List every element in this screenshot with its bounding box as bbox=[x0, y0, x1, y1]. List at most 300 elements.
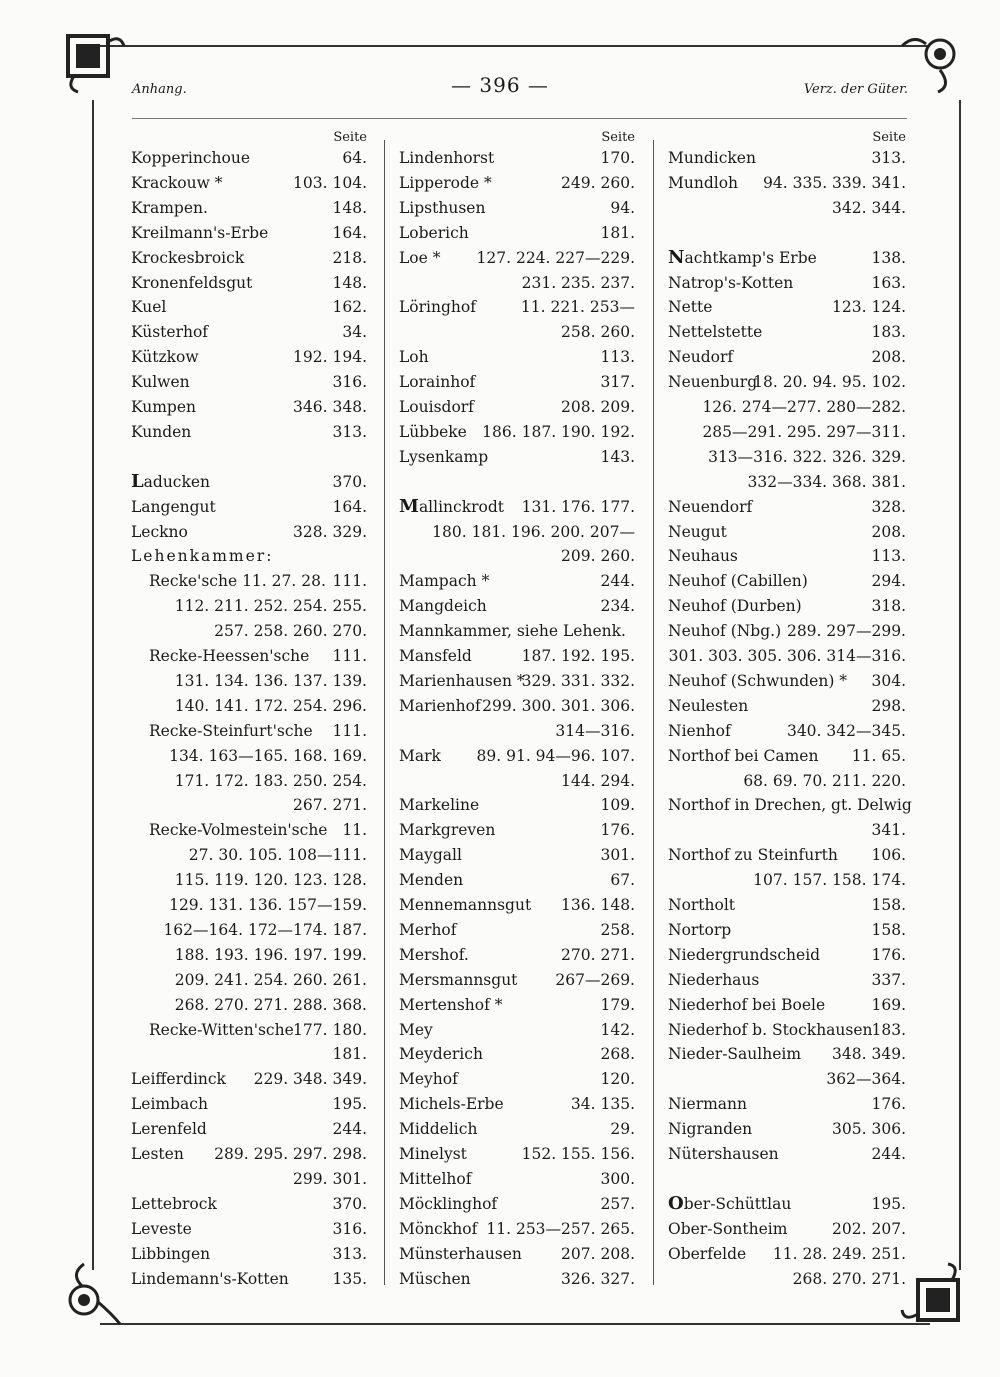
index-entry bbox=[399, 171, 635, 196]
entry-name: Loe * bbox=[399, 248, 441, 267]
page-refs: 148. bbox=[332, 273, 367, 292]
entry-name: Kumpen bbox=[131, 398, 196, 416]
index-entry bbox=[399, 993, 635, 1018]
page-refs: 348. 349. bbox=[832, 1045, 906, 1064]
index-entry bbox=[668, 644, 906, 669]
entry-name: Langengut bbox=[131, 497, 216, 516]
page-refs: 171. 172. 183. 250. 254. bbox=[174, 771, 367, 790]
page-refs: 131. 176. 177. bbox=[521, 497, 635, 516]
entry-name: Middelich bbox=[399, 1120, 478, 1139]
entry-name: Niederhof bei Boele bbox=[668, 995, 826, 1014]
index-entry bbox=[131, 719, 367, 744]
entry-name: Mershof. bbox=[399, 945, 469, 964]
index-entry bbox=[131, 1018, 367, 1043]
page-refs: 267. 271. bbox=[293, 796, 367, 815]
page-refs: 129. 131. 136. 157—159. bbox=[169, 896, 367, 914]
page-refs: 332—334. 368. 381. bbox=[747, 472, 906, 491]
page-refs: 244. bbox=[332, 1120, 367, 1139]
entry-name: Neuhaus bbox=[668, 547, 738, 566]
page-refs: 64. bbox=[342, 149, 367, 167]
page-refs: 164. bbox=[332, 223, 367, 242]
index-entry bbox=[131, 246, 367, 271]
index-entry bbox=[668, 918, 906, 943]
index-entry bbox=[668, 495, 906, 520]
page-refs: 304. bbox=[871, 671, 906, 690]
page-refs: 136. 148. bbox=[561, 896, 635, 914]
entry-name: Löringhof bbox=[399, 298, 476, 317]
index-entry bbox=[399, 246, 635, 271]
entry-name: allinckrodt bbox=[418, 497, 504, 516]
entry-name: Neudorf bbox=[668, 348, 734, 367]
page-refs: 299. 301. bbox=[293, 1169, 367, 1188]
index-entry bbox=[399, 271, 635, 296]
index-entry bbox=[668, 1117, 906, 1142]
page-refs: 106. bbox=[871, 846, 906, 865]
entry-name: Mannkammer, siehe Lehenk. bbox=[399, 622, 626, 641]
page-refs: 314—316. bbox=[555, 721, 635, 740]
page-refs: 268. 270. 271. 288. 368. bbox=[174, 995, 367, 1014]
entry-name: Mundloh bbox=[668, 173, 739, 192]
entry-name: ber-Schüttlau bbox=[683, 1194, 792, 1213]
seite-label: Seite bbox=[601, 130, 635, 145]
index-entry bbox=[131, 520, 367, 545]
index-entry bbox=[399, 968, 635, 993]
page-refs: 187. 192. 195. bbox=[521, 647, 635, 665]
index-entry bbox=[668, 719, 906, 744]
page-refs: 317. bbox=[600, 373, 635, 392]
entry-name: Kuel bbox=[131, 298, 167, 317]
index-entry bbox=[131, 968, 367, 993]
entry-name: Menden bbox=[399, 871, 464, 890]
page-refs: 318. bbox=[871, 597, 906, 616]
page-refs: 202. 207. bbox=[832, 1219, 906, 1238]
page-refs: 301. bbox=[600, 846, 635, 865]
page-refs: 162—164. 172—174. 187. bbox=[163, 920, 367, 939]
entry-name: Recke-Witten'sche bbox=[149, 1020, 294, 1039]
entry-name: Libbingen bbox=[131, 1244, 211, 1263]
entry-name: Kulwen bbox=[131, 373, 190, 392]
index-entry bbox=[399, 1067, 635, 1092]
page-refs: 11. 28. 249. 251. bbox=[772, 1244, 906, 1263]
index-entry bbox=[131, 495, 367, 520]
entry-name: Recke'sche 11. 27. 28. bbox=[149, 572, 326, 591]
entry-name: Küsterhof bbox=[131, 323, 209, 342]
entry-name: Niedergrundscheid bbox=[668, 945, 821, 964]
initial-letter: N bbox=[668, 246, 685, 268]
page-refs: 177. 180. bbox=[293, 1020, 367, 1039]
index-entry bbox=[131, 271, 367, 296]
index-entry bbox=[399, 744, 635, 769]
index-entry bbox=[131, 619, 367, 644]
running-head-right: Verz. der Güter. bbox=[803, 82, 908, 97]
index-entry bbox=[668, 1018, 906, 1043]
entry-name: Northof in Drechen, gt. Delwig bbox=[668, 796, 912, 815]
index-entry bbox=[131, 1042, 367, 1067]
entry-name: Neuendorf bbox=[668, 497, 753, 516]
index-entry bbox=[399, 818, 635, 843]
page-refs: 268. bbox=[600, 1045, 635, 1064]
page-refs: 208. 209. bbox=[561, 398, 635, 416]
index-entry bbox=[668, 196, 906, 221]
index-entry bbox=[399, 918, 635, 943]
page-refs: 257. 258. 260. 270. bbox=[214, 622, 367, 641]
index-entry bbox=[668, 345, 906, 370]
entry-name: Northof zu Steinfurth bbox=[668, 846, 838, 865]
index-entry bbox=[668, 246, 906, 271]
page-refs: 229. 348. 349. bbox=[253, 1070, 367, 1089]
entry-name: Neuhof (Cabillen) bbox=[668, 572, 808, 591]
column-divider bbox=[653, 140, 654, 1285]
entry-name: Nettelstette bbox=[668, 323, 763, 342]
index-entry bbox=[131, 744, 367, 769]
page-refs: 328. bbox=[871, 497, 906, 516]
index-entry bbox=[131, 370, 367, 395]
page-refs: 111. bbox=[332, 647, 367, 665]
entry-name: Neuhof (Nbg.) bbox=[668, 622, 782, 641]
entry-name: Mersmannsgut bbox=[399, 970, 518, 989]
index-entry bbox=[399, 1042, 635, 1067]
index-entry bbox=[131, 146, 367, 171]
entry-name: Neuhof (Schwunden) * bbox=[668, 671, 848, 690]
index-entry bbox=[131, 868, 367, 893]
entry-name: Northolt bbox=[668, 896, 736, 914]
entry-name: Oberfelde bbox=[668, 1244, 747, 1263]
index-entry bbox=[668, 569, 906, 594]
index-entry bbox=[668, 1092, 906, 1117]
page-refs: 107. 157. 158. 174. bbox=[753, 871, 906, 890]
index-entry bbox=[668, 1042, 906, 1067]
index-entry bbox=[131, 295, 367, 320]
index-entry bbox=[131, 420, 367, 445]
index-entry bbox=[131, 544, 367, 569]
page-refs: 176. bbox=[871, 1095, 906, 1114]
page-refs: 179. bbox=[600, 995, 635, 1014]
page-refs: 234. bbox=[600, 597, 635, 616]
entry-name: Möcklinghof bbox=[399, 1194, 498, 1213]
page-refs: 111. bbox=[332, 721, 367, 740]
entry-name: Maygall bbox=[399, 846, 462, 865]
seite-label: Seite bbox=[872, 130, 906, 145]
page-refs: 135. bbox=[332, 1269, 367, 1288]
entry-name: Markeline bbox=[399, 796, 480, 815]
index-entry bbox=[131, 395, 367, 420]
index-entry bbox=[131, 793, 367, 818]
page-refs: 316. bbox=[332, 373, 367, 392]
page-refs: 257. bbox=[600, 1194, 635, 1213]
page-refs: 326. 327. bbox=[561, 1269, 635, 1288]
blank-line bbox=[668, 221, 906, 246]
page-refs: 11. bbox=[342, 821, 367, 840]
page-refs: 244. bbox=[600, 572, 635, 591]
entry-name: Marienhof bbox=[399, 696, 481, 715]
index-entry bbox=[668, 744, 906, 769]
page-refs: 305. 306. bbox=[832, 1120, 906, 1139]
page-refs: 11. 65. bbox=[851, 746, 906, 765]
seite-label: Seite bbox=[333, 130, 367, 145]
page-refs: 162. bbox=[332, 298, 367, 317]
page-refs: 231. 235. 237. bbox=[521, 273, 635, 292]
page-refs: 11. 253—257. 265. bbox=[486, 1219, 635, 1238]
entry-name: Meyhof bbox=[399, 1070, 458, 1089]
index-entry bbox=[668, 619, 906, 644]
page-refs: 183. bbox=[871, 323, 906, 342]
index-entry bbox=[668, 1242, 906, 1267]
index-entry bbox=[399, 1192, 635, 1217]
index-entry bbox=[668, 295, 906, 320]
page-refs: 144. 294. bbox=[561, 771, 635, 790]
index-entry bbox=[399, 1117, 635, 1142]
page-refs: 258. 260. bbox=[561, 323, 635, 342]
index-entry bbox=[131, 769, 367, 794]
page-refs: 370. bbox=[332, 1194, 367, 1213]
entry-name: Lerenfeld bbox=[131, 1120, 207, 1139]
page-refs: 127. 224. 227—229. bbox=[476, 248, 635, 267]
entry-name: Meyderich bbox=[399, 1045, 483, 1064]
index-entry bbox=[399, 868, 635, 893]
entry-name: Neugut bbox=[668, 522, 727, 541]
index-entry bbox=[131, 171, 367, 196]
page-refs: 188. 193. 196. 197. 199. bbox=[174, 945, 367, 964]
entry-name: Recke-Volmestein'sche bbox=[149, 821, 328, 840]
index-entry bbox=[668, 1217, 906, 1242]
page-refs: 183. bbox=[871, 1020, 906, 1039]
page-refs: 218. bbox=[332, 248, 367, 267]
page-refs: 268. 270. 271. bbox=[792, 1269, 906, 1288]
page-refs: 148. bbox=[332, 198, 367, 217]
index-entry bbox=[131, 320, 367, 345]
index-entry bbox=[131, 993, 367, 1018]
page-refs: 126. 274—277. 280—282. bbox=[702, 398, 906, 416]
page-refs: 249. 260. bbox=[561, 173, 635, 192]
page-refs: 301. 303. 305. 306. 314—316. bbox=[668, 647, 906, 665]
page-refs: 313—316. 322. 326. 329. bbox=[708, 447, 906, 466]
page-refs: 29. bbox=[610, 1120, 635, 1139]
frame-bottom-line bbox=[100, 1323, 930, 1325]
index-entry bbox=[131, 694, 367, 719]
index-entry bbox=[668, 1192, 906, 1217]
page-refs: 267—269. bbox=[555, 970, 635, 989]
index-entry bbox=[131, 594, 367, 619]
page-refs: 103. 104. bbox=[293, 173, 367, 192]
page-refs: 181. bbox=[332, 1045, 367, 1064]
index-entry bbox=[131, 1167, 367, 1192]
entry-name: Kopperinchoue bbox=[131, 149, 251, 167]
page-refs: 313. bbox=[871, 149, 906, 167]
index-entry bbox=[668, 271, 906, 296]
entry-name: Niermann bbox=[668, 1095, 748, 1114]
index-entry bbox=[399, 1167, 635, 1192]
index-entry bbox=[399, 221, 635, 246]
index-entry bbox=[668, 968, 906, 993]
entry-name: Nieder-Saulheim bbox=[668, 1045, 802, 1064]
entry-name: Neulesten bbox=[668, 696, 749, 715]
index-entry bbox=[668, 943, 906, 968]
entry-name: Mennemannsgut bbox=[399, 896, 532, 914]
index-entry bbox=[131, 669, 367, 694]
page-refs: 131. 134. 136. 137. 139. bbox=[174, 671, 367, 690]
entry-name: Krampen. bbox=[131, 198, 208, 217]
index-entry bbox=[131, 843, 367, 868]
page-refs: 316. bbox=[332, 1219, 367, 1238]
frame-right-line bbox=[959, 100, 961, 1270]
index-entry bbox=[131, 221, 367, 246]
page-refs: 169. bbox=[871, 995, 906, 1014]
entry-name: Lehenkammer: bbox=[131, 547, 274, 566]
index-entry bbox=[399, 1018, 635, 1043]
page-refs: 27. 30. 105. 108—111. bbox=[188, 846, 367, 865]
entry-name: Leimbach bbox=[131, 1095, 208, 1114]
index-entry bbox=[668, 544, 906, 569]
index-entry bbox=[399, 520, 635, 545]
page-refs: 111. bbox=[332, 572, 367, 591]
index-entry bbox=[399, 793, 635, 818]
entry-name: Krackouw * bbox=[131, 173, 223, 192]
page-refs: 143. bbox=[600, 447, 635, 466]
index-entry bbox=[131, 1192, 367, 1217]
page-refs: 195. bbox=[332, 1095, 367, 1114]
entry-name: Mangdeich bbox=[399, 597, 487, 616]
entry-name: Leveste bbox=[131, 1219, 192, 1238]
entry-name: Kronenfeldsgut bbox=[131, 273, 253, 292]
entry-name: Nienhof bbox=[668, 721, 731, 740]
index-entry bbox=[668, 669, 906, 694]
page-number: — 396 — bbox=[451, 73, 549, 97]
index-entry bbox=[131, 918, 367, 943]
index-entry bbox=[668, 868, 906, 893]
index-entry bbox=[131, 569, 367, 594]
index-entry bbox=[131, 470, 367, 495]
entry-name: Leifferdinck bbox=[131, 1070, 226, 1089]
index-entry bbox=[399, 1142, 635, 1167]
page-refs: 176. bbox=[871, 945, 906, 964]
page-refs: 244. bbox=[871, 1145, 906, 1163]
page-refs: 68. 69. 70. 211. 220. bbox=[743, 771, 906, 790]
index-entry bbox=[399, 544, 635, 569]
page-refs: 170. bbox=[600, 149, 635, 167]
page-refs: 181. bbox=[600, 223, 635, 242]
index-entry bbox=[668, 993, 906, 1018]
page-refs: 158. bbox=[871, 896, 906, 914]
blank-line bbox=[668, 1167, 906, 1192]
entry-name: Recke-Steinfurt'sche bbox=[149, 721, 313, 740]
initial-letter: L bbox=[131, 470, 144, 492]
entry-name: Lipperode * bbox=[399, 173, 492, 192]
index-entry bbox=[399, 295, 635, 320]
index-entry bbox=[131, 893, 367, 918]
page-refs: 313. bbox=[332, 422, 367, 441]
index-entry bbox=[668, 694, 906, 719]
index-entry bbox=[399, 1092, 635, 1117]
entry-name: Lettebrock bbox=[131, 1194, 217, 1213]
entry-name: Minelyst bbox=[399, 1145, 467, 1163]
page-refs: 341. bbox=[871, 821, 906, 840]
page-refs: 192. 194. bbox=[293, 348, 367, 367]
index-entry bbox=[399, 619, 635, 644]
page-refs: 298. bbox=[871, 696, 906, 715]
entry-name: Lesten bbox=[131, 1145, 184, 1163]
entry-name: Krockesbroick bbox=[131, 248, 245, 267]
page-refs: 115. 119. 120. 123. 128. bbox=[174, 871, 367, 890]
page-refs: 209. 260. bbox=[561, 547, 635, 566]
page-refs: 362—364. bbox=[826, 1070, 906, 1089]
index-entry bbox=[131, 1117, 367, 1142]
entry-name: Mertenshof * bbox=[399, 995, 503, 1014]
page-refs: 195. bbox=[871, 1194, 906, 1213]
entry-name: Lorainhof bbox=[399, 373, 476, 392]
page-refs: 294. bbox=[871, 572, 906, 591]
entry-name: Loh bbox=[399, 348, 429, 367]
entry-name: Michels-Erbe bbox=[399, 1095, 504, 1114]
index-entry bbox=[668, 420, 906, 445]
index-entry bbox=[399, 1267, 635, 1292]
page-refs: 180. 181. 196. 200. 207— bbox=[432, 522, 635, 541]
page-refs: 258. bbox=[600, 920, 635, 939]
index-entry bbox=[399, 569, 635, 594]
entry-name: Nette bbox=[668, 298, 713, 317]
page-refs: 109. bbox=[600, 796, 635, 815]
index-entry bbox=[399, 495, 635, 520]
page-refs: 163. bbox=[871, 273, 906, 292]
page-refs: 94. 335. 339. 341. bbox=[763, 173, 906, 192]
entry-name: Lipsthusen bbox=[399, 198, 486, 217]
page-refs: 313. bbox=[332, 1244, 367, 1263]
index-entry bbox=[399, 196, 635, 221]
entry-name: Mundicken bbox=[668, 149, 756, 167]
entry-name: Lindenhorst bbox=[399, 149, 495, 167]
page-refs: 208. bbox=[871, 348, 906, 367]
page-refs: 176. bbox=[600, 821, 635, 840]
page-refs: 123. 124. bbox=[832, 298, 906, 317]
page-refs: 34. bbox=[342, 323, 367, 342]
index-entry bbox=[399, 1242, 635, 1267]
index-entry bbox=[399, 445, 635, 470]
page-refs: 11. 221. 253— bbox=[520, 298, 635, 317]
index-entry bbox=[131, 1067, 367, 1092]
page-refs: 186. 187. 190. 192. bbox=[482, 422, 635, 441]
entry-name: Neuenburg bbox=[668, 373, 758, 392]
index-entry bbox=[399, 1217, 635, 1242]
page-refs: 113. bbox=[600, 348, 635, 367]
entry-name: Markgreven bbox=[399, 821, 496, 840]
entry-name: Leckno bbox=[131, 522, 188, 541]
entry-name: Loberich bbox=[399, 223, 469, 242]
page-refs: 142. bbox=[600, 1020, 635, 1039]
index-entry bbox=[668, 893, 906, 918]
index-entry bbox=[668, 171, 906, 196]
index-entry bbox=[668, 1142, 906, 1167]
page-refs: 34. 135. bbox=[570, 1095, 635, 1114]
index-entry bbox=[131, 1217, 367, 1242]
index-entry bbox=[399, 395, 635, 420]
index-entry bbox=[399, 345, 635, 370]
index-entry bbox=[399, 370, 635, 395]
index-entry bbox=[668, 594, 906, 619]
index-entry bbox=[399, 146, 635, 171]
entry-name: Louisdorf bbox=[399, 398, 474, 416]
entry-name: Münsterhausen bbox=[399, 1244, 522, 1263]
index-entry bbox=[131, 943, 367, 968]
page-refs: 18. 20. 94. 95. 102. bbox=[753, 373, 906, 392]
page-refs: 329. 331. 332. bbox=[521, 671, 635, 690]
index-entry bbox=[668, 470, 906, 495]
entry-name: Marienhausen * bbox=[399, 671, 525, 690]
entry-name: Nütershausen bbox=[668, 1145, 779, 1163]
page-refs: 208. bbox=[871, 522, 906, 541]
page-refs: 346. 348. bbox=[293, 398, 367, 416]
corner-ornament-bottom-left bbox=[58, 1262, 122, 1326]
index-entry bbox=[668, 818, 906, 843]
index-entry bbox=[131, 345, 367, 370]
